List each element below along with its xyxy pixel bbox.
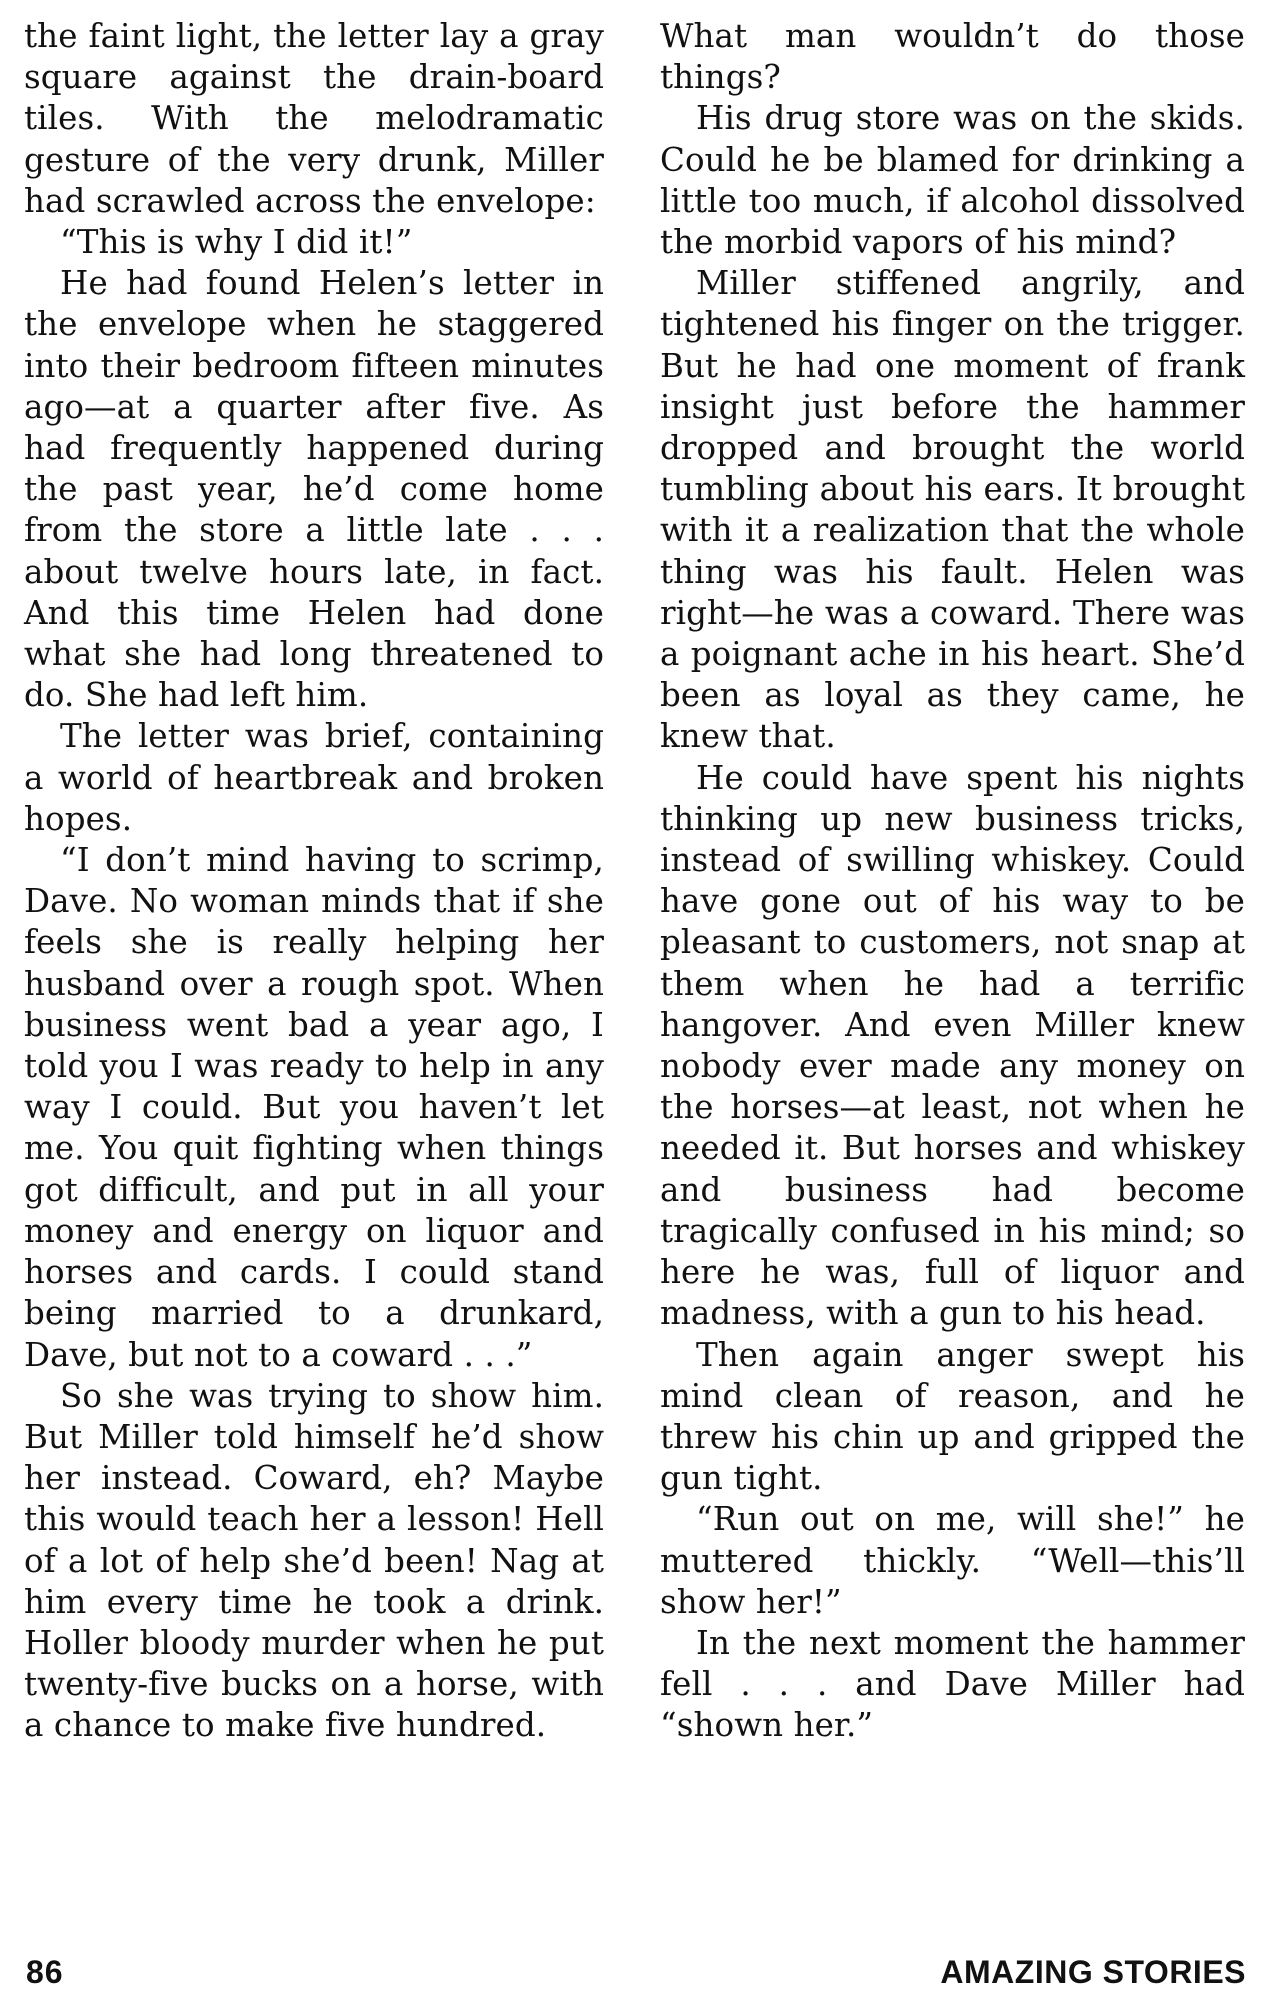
paragraph: He had found Helen’s letter in the envelope when he staggered into their bedroom fifteen minutes ago—at a quarter after five. As had frequently happened during the past year, he’d come home from the store a little late . . . about twelve hours late, in fact. And this time Helen had done what she had long threatened to do. She had left him. <box>24 264 604 715</box>
paragraph: the faint light, the letter lay a gray square against the drain-board tiles. With the melodramatic gesture of the very drunk, Miller had scrawled across the envelope: <box>24 17 604 220</box>
page-number: 86 <box>26 1954 64 1990</box>
paragraph: What man wouldn’t do those things? <box>660 17 1245 97</box>
paragraph: He could have spent his nights thinking up new business tricks, instead of swilling whiskey. Could have gone out of his way to be pleasant to customers, not snap at them when he had a terrific hangover. And even Miller knew nobody ever made any money on the horses—at least, not when he needed it. But horses and whiskey and business had become tragically confused in his mind; so here he was, full of liquor and madness, with a gun to his head. <box>660 758 1245 1333</box>
magazine-title: AMAZING STORIES <box>940 1954 1246 1990</box>
paragraph: “Run out on me, will she!” he muttered thickly. “Well—this’ll show her!” <box>660 1500 1245 1621</box>
paragraph: In the next moment the hammer fell . . . and Dave Miller had “shown her.” <box>660 1623 1245 1745</box>
paragraph: The letter was brief, containing a world of heartbreak and broken hopes. <box>24 717 604 838</box>
right-text-column <box>660 16 1245 1747</box>
left-text-column <box>24 16 604 1747</box>
paragraph: Then again anger swept his mind clean of reason, and he threw his chin up and gripped the gun tight. <box>660 1335 1245 1498</box>
paragraph: “This is why I did it!” <box>60 223 413 262</box>
paragraph: “I don’t mind having to scrimp, Dave. No woman minds that if she feels she is really helping her husband over a rough spot. When business went bad a year ago, I told you I was ready to help in any way I could. But you haven’t let me. You quit fighting when things got difficult, and put in all your money and energy on liquor and horses and cards. I could stand being married to a drunkard, Dave, but not to a coward . . .” <box>24 841 604 1374</box>
paragraph: So she was trying to show him. But Miller told himself he’d show her instead. Coward, eh? Maybe this would teach her a lesson! Hell of a lot of help she’d been! Nag at him every time he took a drink. Holler bloody murder when he put twenty-five bucks on a horse, with a chance to make five hundred. <box>24 1376 604 1745</box>
paragraph: Miller stiffened angrily, and tightened his finger on the trigger. But he had one moment of frank insight just before the hammer dropped and brought the world tumbling about his ears. It brought with it a realization that the whole thing was his fault. Helen was right—he was a coward. There was a poignant ache in his heart. She’d been as loyal as they came, he knew that. <box>660 264 1245 756</box>
paragraph: His drug store was on the skids. Could he be blamed for drinking a little too much, if alcohol dissolved the morbid vapors of his mind? <box>660 99 1245 262</box>
